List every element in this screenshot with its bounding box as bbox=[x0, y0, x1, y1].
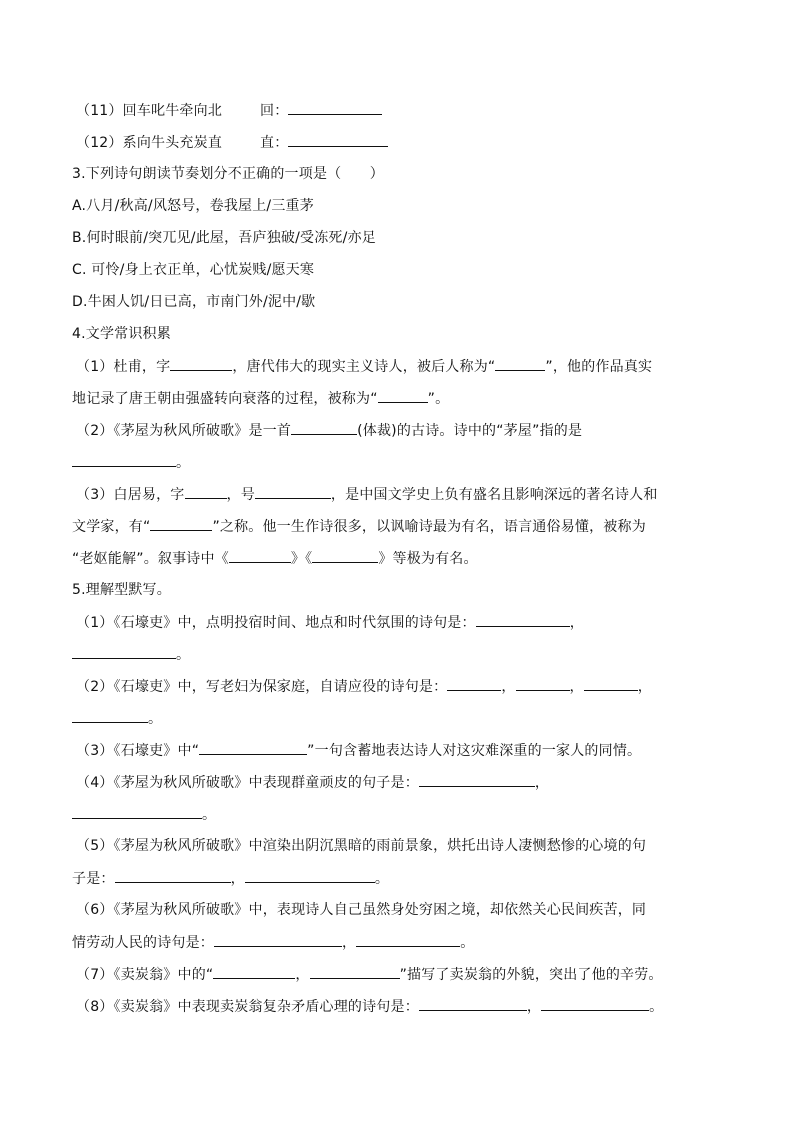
text-seg: 。 bbox=[176, 455, 191, 471]
q4-part2-line2 bbox=[72, 452, 190, 472]
text-seg: 。 bbox=[176, 647, 191, 663]
text-seg: ， bbox=[342, 935, 357, 951]
text-seg: ， bbox=[501, 679, 516, 695]
answer-blank[interactable] bbox=[288, 100, 382, 115]
text-seg: ， bbox=[230, 871, 245, 887]
text-seg: ，唐代伟大的现实主义诗人，被后人称为“ bbox=[232, 359, 496, 375]
q5-title: 5.理解型默写。 bbox=[72, 582, 171, 598]
answer-blank[interactable] bbox=[72, 708, 148, 723]
q5-item2-line1 bbox=[76, 676, 652, 696]
text-seg: （8）《卖炭翁》中表现卖炭翁复杂矛盾心理的诗句是： bbox=[76, 999, 419, 1015]
answer-blank[interactable] bbox=[213, 964, 295, 979]
text-seg: 。 bbox=[649, 999, 664, 1015]
answer-blank[interactable] bbox=[185, 484, 227, 499]
q5-item3 bbox=[76, 740, 641, 760]
text-seg: “老妪能解”。叙事诗中《 bbox=[72, 551, 229, 567]
q5-item4-line1 bbox=[76, 772, 549, 792]
q2-item-11 bbox=[76, 100, 382, 120]
text-seg: ”描写了卖炭翁的外貌，突出了他的辛劳。 bbox=[399, 967, 663, 983]
answer-blank[interactable] bbox=[495, 356, 545, 371]
text-seg: ”一句含蓄地表达诗人对这灾难深重的一家人的同情。 bbox=[307, 743, 642, 759]
text-seg: ，是中国文学史上负有盛名且影响深远的著名诗人和 bbox=[330, 487, 658, 503]
item-text: 回车叱牛牵向北 bbox=[122, 103, 223, 119]
text-seg: ”，他的作品真实 bbox=[545, 359, 653, 375]
answer-blank[interactable] bbox=[447, 676, 501, 691]
text-seg: （4）《茅屋为秋风所破歌》中表现群童顽皮的句子是： bbox=[76, 775, 419, 791]
answer-blank[interactable] bbox=[584, 676, 638, 691]
text-seg: ， bbox=[295, 967, 310, 983]
text-seg: 》等极为有名。 bbox=[378, 551, 478, 567]
item-key: 回： bbox=[260, 103, 289, 119]
text-seg: ， bbox=[534, 775, 550, 791]
text-seg: （2）《石壕吏》中，写老妇为保家庭，自请应役的诗句是： bbox=[76, 679, 448, 695]
text-seg: （3）《石壕吏》中“ bbox=[76, 743, 200, 759]
q5-item7 bbox=[76, 964, 663, 984]
answer-blank[interactable] bbox=[170, 356, 232, 371]
q5-item8 bbox=[76, 996, 663, 1016]
q4-part2-line1 bbox=[76, 420, 582, 440]
text-seg: （3）白居易，字 bbox=[76, 487, 185, 503]
item-number: （11） bbox=[76, 103, 123, 119]
q2-item-12 bbox=[76, 132, 388, 152]
text-seg: 子是： bbox=[72, 871, 115, 887]
q3-option-c[interactable]: C. 可怜/身上衣正单，心忧炭贱/愿天寒 bbox=[72, 262, 315, 278]
q3-option-b[interactable]: B.何时眼前/突兀见/此屋，吾庐独破/受冻死/亦足 bbox=[72, 230, 376, 246]
q4-title: 4.文学常识积累 bbox=[72, 326, 171, 342]
q3-option-a[interactable]: A.八月/秋高/风怒号，卷我屋上/三重茅 bbox=[72, 198, 314, 214]
answer-blank[interactable] bbox=[310, 964, 400, 979]
text-seg: (体裁)的古诗。诗中的“茅屋”指的是 bbox=[357, 423, 583, 439]
text-seg: ， bbox=[526, 999, 542, 1015]
q5-item6-line1: （6）《茅屋为秋风所破歌》中，表现诗人自己虽然身处穷困之境，却依然关心民间疾苦，同 bbox=[76, 902, 647, 918]
q5-item1-line1 bbox=[76, 612, 584, 632]
q4-part3-line3 bbox=[72, 548, 478, 568]
q4-part3-line1 bbox=[76, 484, 658, 504]
answer-blank[interactable] bbox=[255, 484, 331, 499]
q5-item4-line2 bbox=[72, 804, 216, 824]
answer-blank[interactable] bbox=[476, 612, 570, 627]
answer-blank[interactable] bbox=[312, 548, 378, 563]
text-seg: 》《 bbox=[290, 551, 313, 567]
text-seg: 。 bbox=[148, 711, 163, 727]
q5-item5-line2 bbox=[72, 868, 389, 888]
answer-blank[interactable] bbox=[72, 452, 176, 467]
text-seg: ， bbox=[569, 679, 584, 695]
item-text: 系向牛头充炭直 bbox=[122, 135, 223, 151]
text-seg: 。 bbox=[374, 871, 390, 887]
answer-blank[interactable] bbox=[150, 516, 212, 531]
text-seg: （2）《茅屋为秋风所破歌》是一首 bbox=[76, 423, 292, 439]
answer-blank[interactable] bbox=[288, 132, 388, 147]
text-seg: （7）《卖炭翁》中的“ bbox=[76, 967, 214, 983]
text-seg: 地记录了唐王朝由强盛转向衰落的过程，被称为“ bbox=[72, 391, 378, 407]
answer-blank[interactable] bbox=[419, 996, 527, 1011]
answer-blank[interactable] bbox=[72, 644, 176, 659]
answer-blank[interactable] bbox=[541, 996, 649, 1011]
answer-blank[interactable] bbox=[199, 740, 307, 755]
answer-blank[interactable] bbox=[356, 932, 460, 947]
text-seg: 文学家，有“ bbox=[72, 519, 151, 535]
q5-item5-line1: （5）《茅屋为秋风所破歌》中渲染出阴沉黑暗的雨前景象，烘托出诗人凄恻愁惨的心境的句 bbox=[76, 838, 647, 854]
answer-blank[interactable] bbox=[516, 676, 570, 691]
answer-blank[interactable] bbox=[378, 388, 428, 403]
text-seg: ”之称。他一生作诗很多，以讽喻诗最为有名，语言通俗易懂，被称为 bbox=[212, 519, 646, 535]
q3-option-d[interactable]: D.牛困人饥/日已高，市南门外/泥中/歇 bbox=[72, 294, 316, 310]
answer-blank[interactable] bbox=[214, 932, 342, 947]
text-seg: 。 bbox=[460, 935, 475, 951]
text-seg: ”。 bbox=[427, 391, 450, 407]
q4-part1-line1 bbox=[76, 356, 652, 376]
text-seg: ， bbox=[637, 679, 652, 695]
text-seg: （1）《石壕吏》中，点明投宿时间、地点和时代氛围的诗句是： bbox=[76, 615, 476, 631]
answer-blank[interactable] bbox=[419, 772, 535, 787]
answer-blank[interactable] bbox=[245, 868, 375, 883]
text-seg: ， bbox=[569, 615, 584, 631]
q4-part3-line2 bbox=[72, 516, 646, 536]
q3-title: 3.下列诗句朗读节奏划分不正确的一项是（ ） bbox=[72, 166, 384, 182]
answer-blank[interactable] bbox=[115, 868, 231, 883]
q4-part1-line2 bbox=[72, 388, 449, 408]
q5-item2-line2 bbox=[72, 708, 162, 728]
item-key: 直： bbox=[260, 135, 289, 151]
answer-blank[interactable] bbox=[72, 804, 202, 819]
text-seg: 。 bbox=[202, 807, 217, 823]
text-seg: 情劳动人民的诗句是： bbox=[72, 935, 214, 951]
q5-item1-line2 bbox=[72, 644, 190, 664]
item-number: （12） bbox=[76, 135, 123, 151]
q5-item6-line2 bbox=[72, 932, 474, 952]
answer-blank[interactable] bbox=[291, 420, 357, 435]
text-seg: （1）杜甫，字 bbox=[76, 359, 171, 375]
answer-blank[interactable] bbox=[229, 548, 291, 563]
text-seg: ，号 bbox=[226, 487, 255, 503]
